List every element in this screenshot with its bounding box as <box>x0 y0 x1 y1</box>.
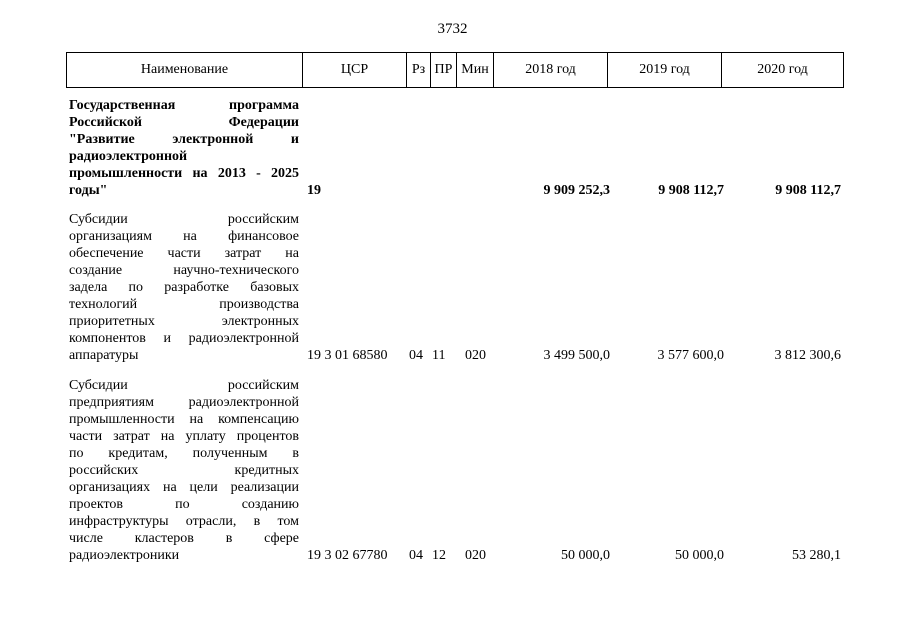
name-line: технологий производства <box>69 297 299 312</box>
row-2020: 9 908 112,7 <box>775 183 841 198</box>
row-2019: 9 908 112,7 <box>658 183 724 198</box>
row-csr: 19 <box>307 183 321 198</box>
name-line: годы" <box>69 183 108 198</box>
row-2019: 50 000,0 <box>675 548 724 563</box>
header-2019: 2019 год <box>608 53 722 87</box>
name-line: российских кредитных <box>69 463 299 478</box>
row-2020: 53 280,1 <box>792 548 841 563</box>
row-2019: 3 577 600,0 <box>657 348 724 363</box>
page-number: 3732 <box>437 21 468 37</box>
name-line: промышленности на 2013 - 2025 <box>69 166 299 181</box>
header-2020: 2020 год <box>757 62 808 77</box>
name-line: по кредитам, полученным в <box>69 446 299 461</box>
header-rz: Рз <box>407 53 431 87</box>
table-header <box>66 52 844 88</box>
name-line: радиоэлектроники <box>69 548 180 563</box>
row-min: 020 <box>465 548 486 563</box>
row-pr: 12 <box>432 548 446 563</box>
header-csr: ЦСР <box>303 53 407 87</box>
name-line: части затрат на уплату процентов <box>69 429 299 444</box>
table-row <box>66 211 844 366</box>
name-line: приоритетных электронных <box>69 314 299 329</box>
header-pr: ПР <box>431 53 457 87</box>
name-line: проектов по созданию <box>69 497 299 512</box>
row-name <box>69 211 299 364</box>
row-csr: 19 3 02 67780 <box>307 548 388 563</box>
row-2018: 3 499 500,0 <box>543 348 610 363</box>
name-line: Субсидии российским <box>69 378 299 393</box>
name-line: обеспечение части затрат на <box>69 246 299 261</box>
name-line: Государственная программа <box>69 98 299 113</box>
row-min: 020 <box>465 348 486 363</box>
header-2018: 2018 год <box>494 53 608 87</box>
header-name: Наименование <box>67 53 303 87</box>
name-line: числе кластеров в сфере <box>69 531 299 546</box>
name-line: инфраструктуры отрасли, в том <box>69 514 299 529</box>
name-line: "Развитие электронной и <box>69 132 299 147</box>
row-csr: 19 3 01 68580 <box>307 348 388 363</box>
name-line: организациях на цели реализации <box>69 480 299 495</box>
name-line: Российской Федерации <box>69 115 299 130</box>
name-line: Субсидии российским <box>69 212 299 227</box>
row-name <box>69 377 299 564</box>
header-min: Мин <box>457 53 494 87</box>
row-name <box>69 97 299 199</box>
row-rz: 04 <box>409 348 423 363</box>
name-line: создание научно-технического <box>69 263 299 278</box>
row-2018: 50 000,0 <box>561 548 610 563</box>
row-2020: 3 812 300,6 <box>774 348 841 363</box>
name-line: компонентов и радиоэлектронной <box>69 331 299 346</box>
table-row <box>66 377 844 567</box>
name-line: промышленности на компенсацию <box>69 412 299 427</box>
name-line: радиоэлектронной <box>69 149 188 164</box>
row-2018: 9 909 252,3 <box>543 183 610 198</box>
name-line: задела по разработке базовых <box>69 280 299 295</box>
name-line: организациям на финансовое <box>69 229 299 244</box>
name-line: предприятиям радиоэлектронной <box>69 395 299 410</box>
row-rz: 04 <box>409 548 423 563</box>
name-line: аппаратуры <box>69 348 139 363</box>
table-row <box>66 97 844 201</box>
row-pr: 11 <box>432 348 446 363</box>
